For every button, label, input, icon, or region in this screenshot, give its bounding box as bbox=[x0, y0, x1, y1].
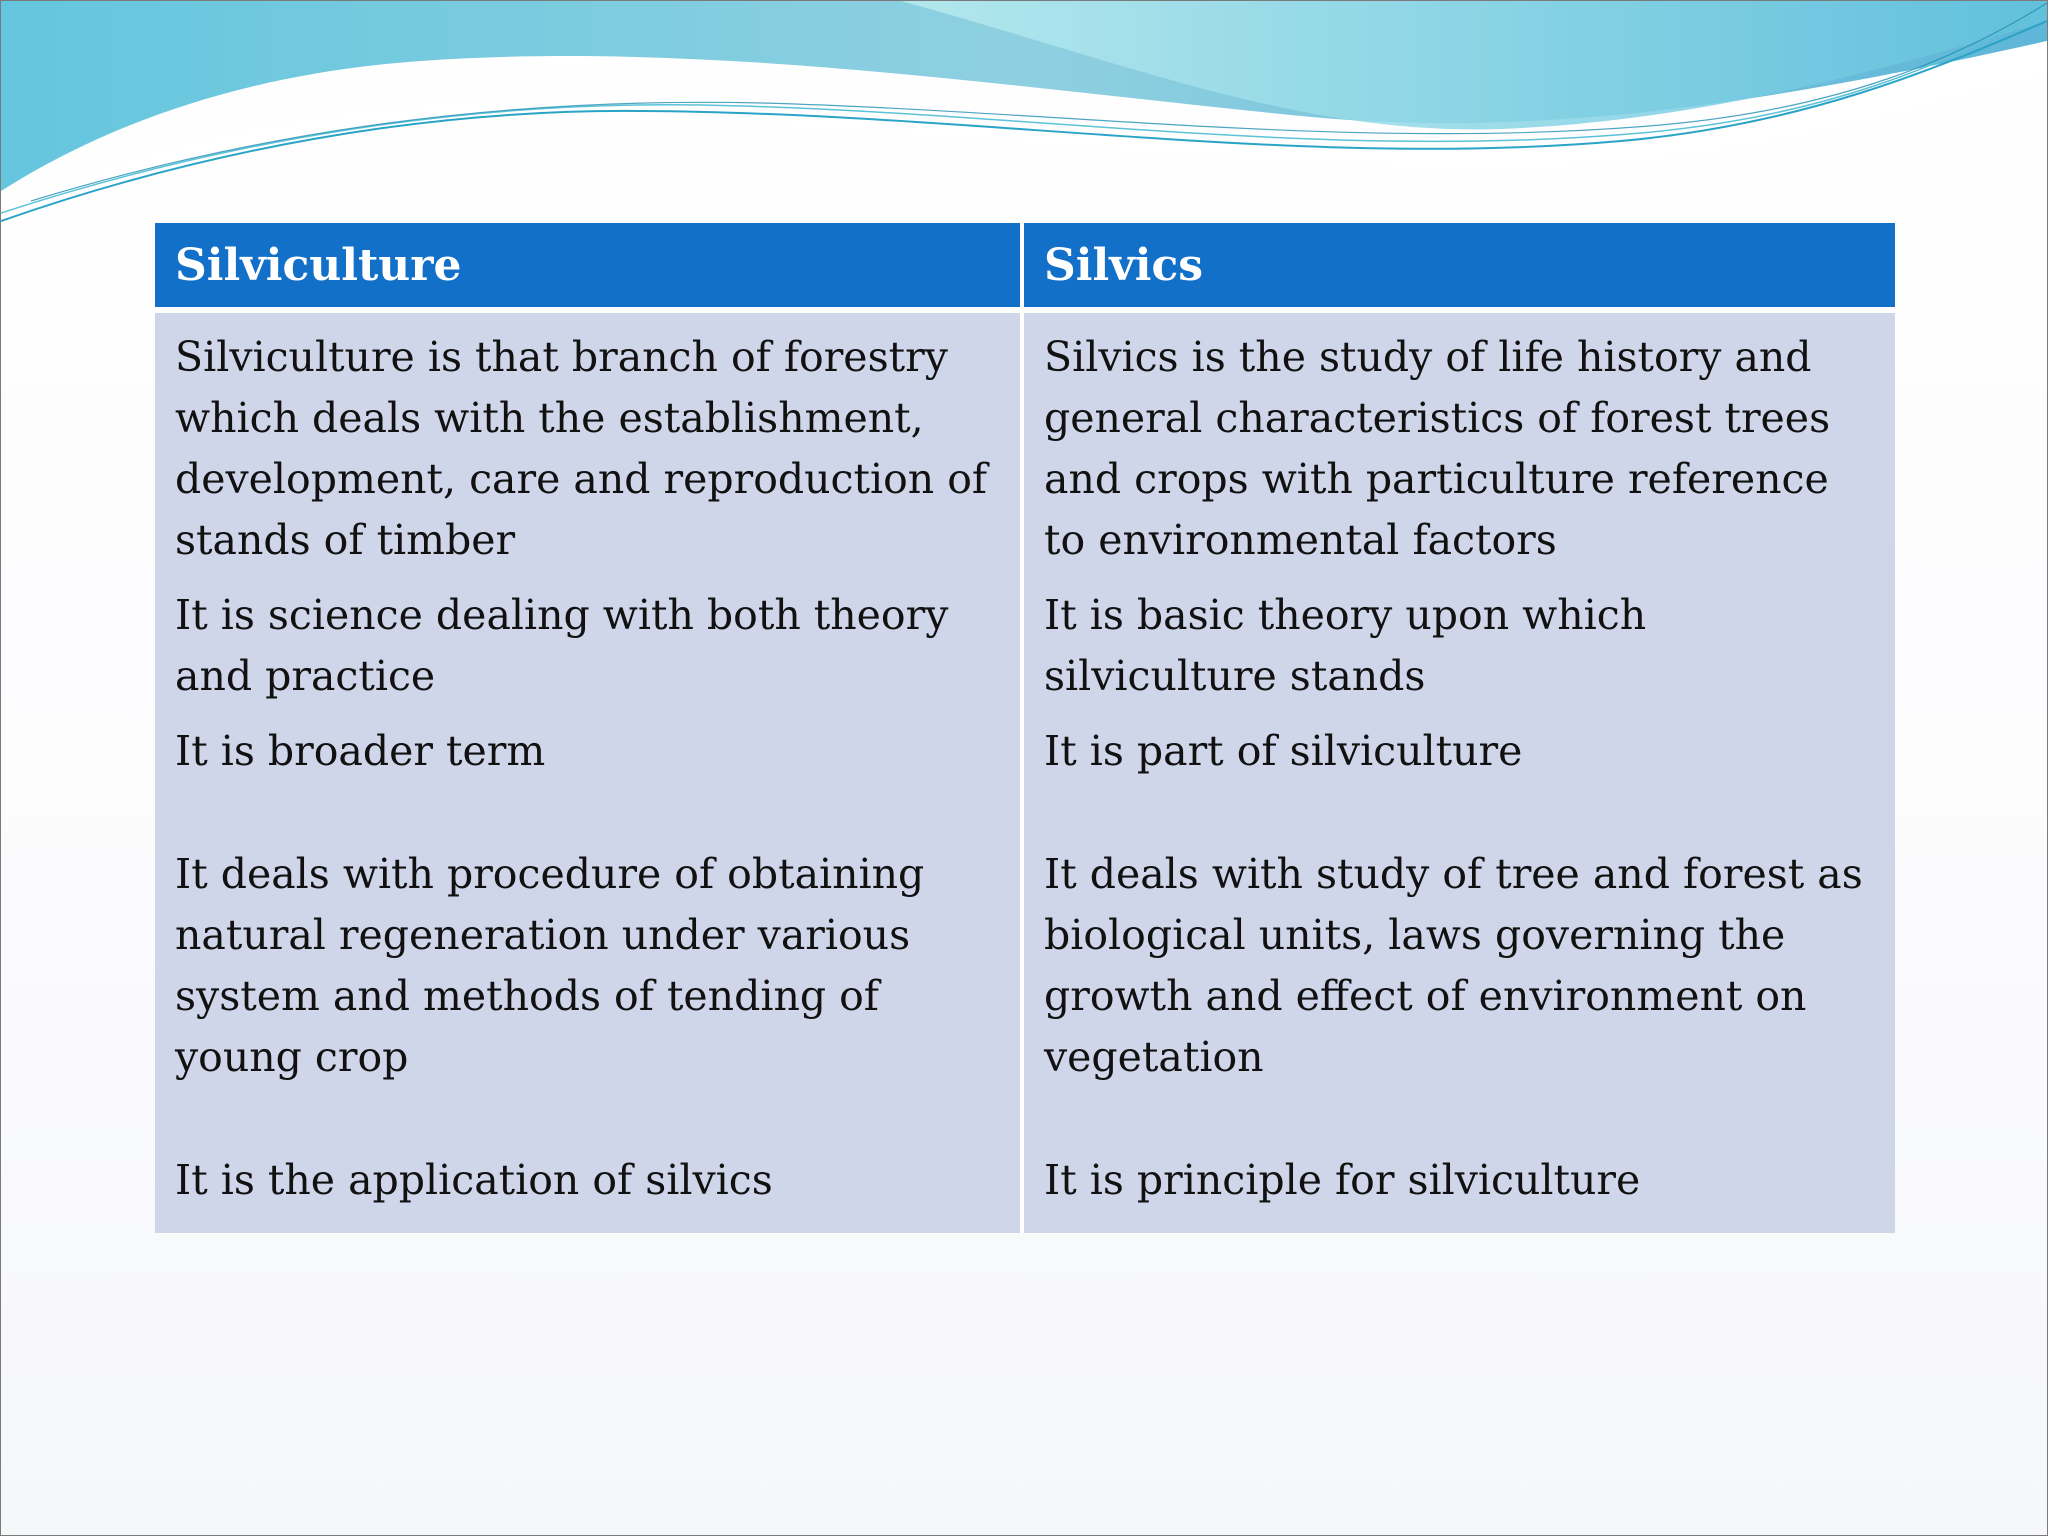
table-cell: Silvics is the study of life history and general characteristics of forest trees and crops with particulture reference to environmental factors bbox=[1024, 313, 1895, 571]
table-cell: Silviculture is that branch of forestry which deals with the establishment, development, care and reproduction of stands of timber bbox=[155, 313, 1024, 571]
table-row bbox=[155, 830, 1895, 1136]
table-row bbox=[155, 571, 1895, 707]
table-row bbox=[155, 1136, 1895, 1233]
wave-banner bbox=[1, 1, 2047, 241]
table-row bbox=[155, 313, 1895, 571]
table-header-row bbox=[155, 223, 1895, 313]
table-cell: It is basic theory upon which silviculture stands bbox=[1024, 571, 1895, 707]
table-cell: It deals with procedure of obtaining natural regeneration under various system and methods of tending of young crop bbox=[155, 830, 1024, 1136]
table-cell: It deals with study of tree and forest as biological units, laws governing the growth and effect of environment on vegetation bbox=[1024, 830, 1895, 1136]
header-silvics: Silvics bbox=[1024, 223, 1895, 313]
table-cell: It is broader term bbox=[155, 707, 1024, 830]
table-cell: It is principle for silviculture bbox=[1024, 1136, 1895, 1233]
table-row bbox=[155, 707, 1895, 830]
header-silviculture: Silviculture bbox=[155, 223, 1024, 313]
table-cell: It is the application of silvics bbox=[155, 1136, 1024, 1233]
table-cell: It is science dealing with both theory and practice bbox=[155, 571, 1024, 707]
table-cell: It is part of silviculture bbox=[1024, 707, 1895, 830]
comparison-table bbox=[155, 223, 1895, 1233]
